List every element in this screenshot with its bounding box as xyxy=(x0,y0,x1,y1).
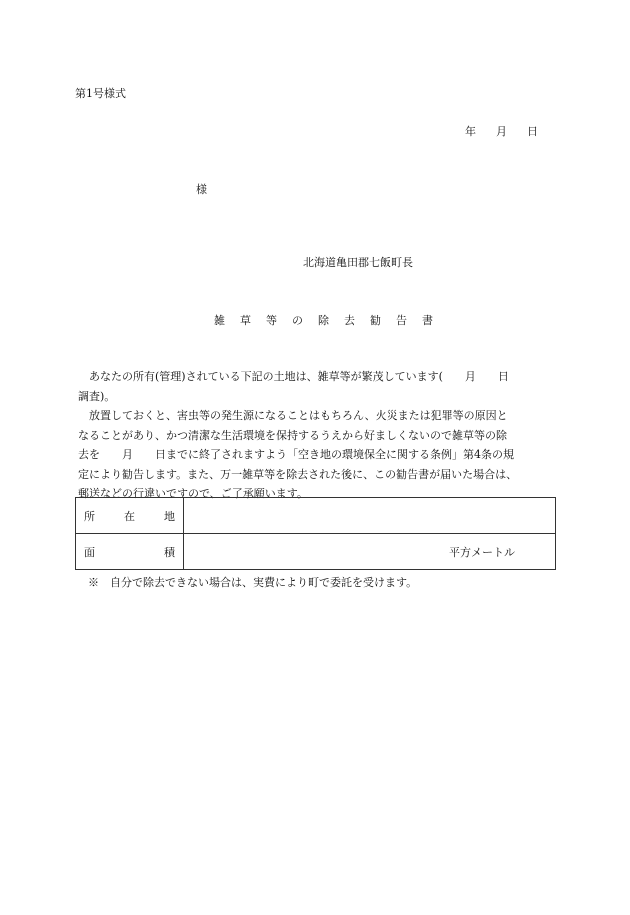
table-row-location xyxy=(76,498,556,534)
date-year: 年 xyxy=(465,125,476,138)
recipient-suffix: 様 xyxy=(196,183,207,196)
date-month: 月 xyxy=(496,125,507,138)
area-unit: 平方メートル xyxy=(449,545,515,559)
issuer: 北海道亀田郡七飯町長 xyxy=(303,256,413,269)
area-label: 面 積 xyxy=(76,534,184,570)
body-line: なることがあり、かつ清潔な生活環境を保持するうえから好ましくないので雑草等の除 xyxy=(78,428,507,442)
title-char: 雑 xyxy=(214,314,225,327)
title-char: 勧 xyxy=(370,314,381,327)
location-label: 所 在 地 xyxy=(76,498,184,534)
title-char: 除 xyxy=(318,314,329,327)
date-day: 日 xyxy=(527,125,538,138)
area-value[interactable] xyxy=(184,534,556,570)
body-line: 調査)。 xyxy=(78,389,116,403)
date-line xyxy=(465,123,538,139)
body-text xyxy=(78,367,556,504)
title-char: 告 xyxy=(396,314,407,327)
location-value[interactable] xyxy=(184,498,556,534)
body-line: 郵送などの行違いですので、ご了承願います。 xyxy=(78,487,308,500)
footnote: ※ 自分で除去できない場合は、実費により町で委託を受けます。 xyxy=(88,576,418,589)
body-line: 去を 月 日までに終了されますよう「空き地の環境保全に関する条例」第4条の規 xyxy=(78,448,514,461)
document-title xyxy=(214,312,448,328)
title-char: 等 xyxy=(266,314,277,327)
title-char: 去 xyxy=(344,314,355,327)
title-char: 草 xyxy=(240,314,251,327)
body-line: 定により勧告します。また、万一雑草等を除去された後に、この勧告書が届いた場合は、 xyxy=(78,467,518,481)
info-table xyxy=(75,497,556,570)
table-row-area xyxy=(76,534,556,570)
body-line: 放置しておくと、害虫等の発生源になることはもちろん、火災または犯罪等の原因と xyxy=(89,409,508,422)
body-line: あなたの所有(管理)されている下記の土地は、雑草等が繁茂しています( 月 日 xyxy=(89,370,509,383)
form-number: 第1号様式 xyxy=(75,87,126,100)
title-char: 書 xyxy=(422,314,433,327)
title-char: の xyxy=(292,314,303,327)
